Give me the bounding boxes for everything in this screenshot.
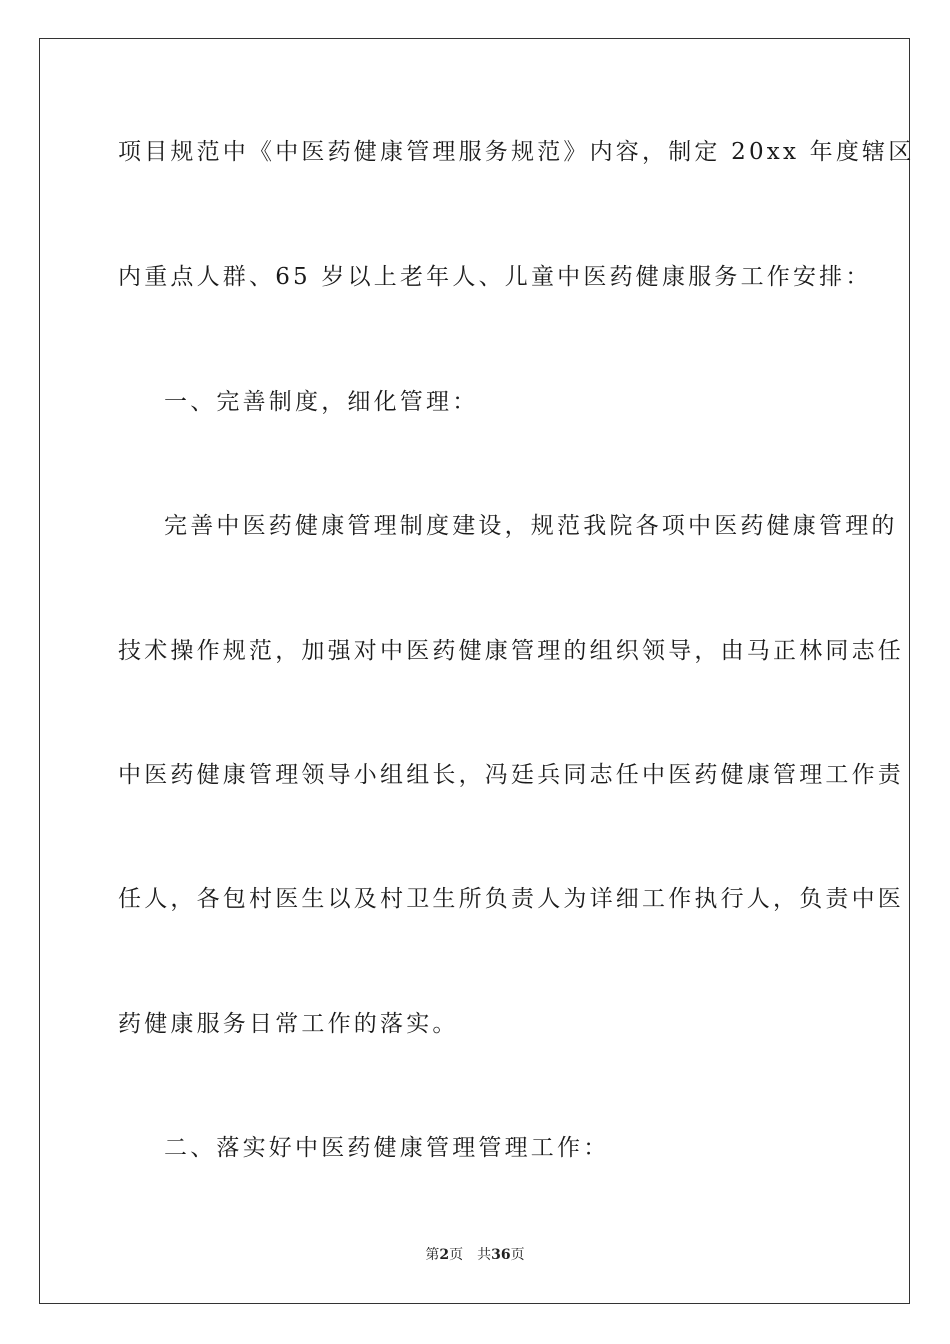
text-line-2: 内重点人群、65 岁以上老年人、儿童中医药健康服务工作安排： bbox=[118, 264, 872, 290]
text-line-7: 任人，各包村医生以及村卫生所负责人为详细工作执行人，负责中医 bbox=[118, 886, 904, 912]
page-footer bbox=[0, 1246, 950, 1264]
text-line-6: 中医药健康管理领导小组组长，冯廷兵同志任中医药健康管理工作责 bbox=[118, 762, 904, 788]
footer-total-suffix: 页 bbox=[510, 1247, 525, 1263]
footer-page-prefix: 第 bbox=[425, 1247, 440, 1263]
page-border bbox=[39, 38, 915, 1304]
footer-page-suffix: 页 bbox=[449, 1247, 464, 1263]
text-line-5: 技术操作规范，加强对中医药健康管理的组织领导，由马正林同志任 bbox=[118, 638, 904, 664]
footer-total-pages: 36 bbox=[491, 1247, 511, 1263]
text-line-4: 完善中医药健康管理制度建设，规范我院各项中医药健康管理的 bbox=[164, 513, 898, 539]
section-heading-1: 一、完善制度，细化管理： bbox=[164, 389, 479, 415]
footer-page-number: 2 bbox=[439, 1247, 450, 1263]
text-line-1: 项目规范中《中医药健康管理服务规范》内容，制定 20xx 年度辖区 bbox=[118, 139, 915, 165]
footer-total-prefix: 共 bbox=[477, 1247, 492, 1263]
text-line-8: 药健康服务日常工作的落实。 bbox=[118, 1011, 459, 1037]
section-heading-2: 二、落实好中医药健康管理管理工作： bbox=[164, 1135, 610, 1161]
